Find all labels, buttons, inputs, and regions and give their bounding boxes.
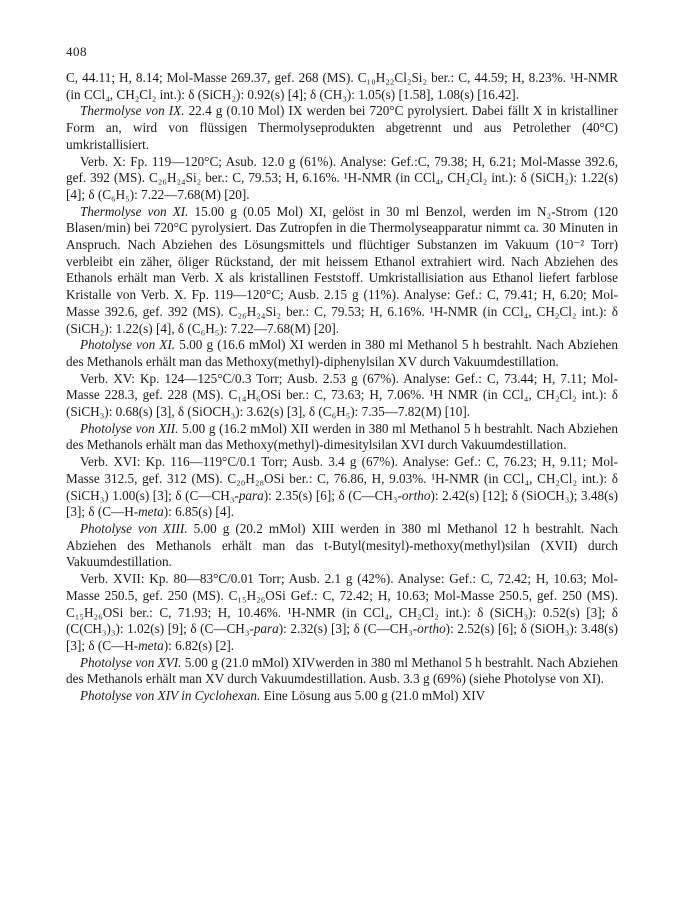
paragraph-photolyse-xi: Photolyse von XI. 5.00 g (16.6 mMol) XI werden in 380 ml Methanol 5 h bestrahlt. Nach Abziehen des Methanols erhält man das Methoxy(methyl)-diphenylsilan XV durch Vakuumdestillation. [66, 337, 618, 369]
paragraph-thermolyse-ix: Thermolyse von IX. 22.4 g (0.10 Mol) IX werden bei 720°C pyrolysiert. Dabei fällt X in kristalliner Form an, wird von flüssigen Thermolyseprodukten abgetrennt und aus Petrolether (40°C) umkristallisiert. [66, 103, 618, 152]
paragraph-verb-xvii: Verb. XVII: Kp. 80—83°C/0.01 Torr; Ausb. 2.1 g (42%). Analyse: Gef.: C, 72.42; H, 10.63; Mol-Masse 250.5, gef. 250 (MS). C₁₅H₂₆OSi Gef.: C, 72.42; H, 10.63; Mol-Masse 250.5, gef. 250 (MS). C₁₅H₂₆OSi ber.: C, 71.93; H, 10.46%. ¹H-NMR (in CCl₄, CH₂Cl₂ int.): δ (SiCH₃): 0.52(s) [3]; δ (C(CH₃)₃): 1.02(s) [9]; δ (C—CH₃-para): 2.32(s) [3]; δ (C—CH₃-ortho): 2.52(s) [6]; δ (SiOH₃): 3.48(s) [3]; δ (C—H-meta): 6.82(s) [2]. [66, 571, 618, 653]
paragraph-verb-xv: Verb. XV: Kp. 124—125°C/0.3 Torr; Ausb. 2.53 g (67%). Analyse: Gef.: C, 73.44; H, 7.11; Mol-Masse 228.3, gef. 228 (MS). C₁₄H₆OSi ber.: C, 73.63; H, 7.06%. ¹H NMR (in CCl₄, CH₂Cl₂ int.): δ (SiCH₃): 0.68(s) [3], δ (SiOCH₃): 3.62(s) [3], δ (C₆H₅): 7.35—7.82(M) [10]. [66, 370, 618, 420]
paragraph-photolyse-xiv-cyclohexan: Photolyse von XIV in Cyclohexan. Eine Lösung aus 5.00 g (21.0 mMol) XIV [80, 688, 486, 704]
paragraph-continuation: C, 44.11; H, 8.14; Mol-Masse 269.37, gef. 268 (MS). C₁₀H₂₂Cl₂Si₂ ber.: C, 44.59; H, 8.23%. ¹H-NMR (in CCl₄, CH₂Cl₂ int.): δ (SiCH₂): 0.92(s) [4]; δ (CH₃): 1.05(s) [1.58], 1.08(s) [16.42]. [66, 70, 618, 102]
paragraph-photolyse-xii: Photolyse von XII. 5.00 g (16.2 mMol) XII werden in 380 ml Methanol 5 h bestrahlt. Nach Abziehen des Methanols erhält man das Methoxy(methyl)-dimesitylsilan XVI durch Vakuumdestillation. [66, 420, 618, 453]
paragraph-verb-xvi: Verb. XVI: Kp. 116—119°C/0.1 Torr; Ausb. 3.4 g (67%). Analyse: Gef.: C, 76.23; H, 9.11; Mol-Masse 312.5, gef. 312 (MS). C₂₀H₂₈OSi ber.: C, 76.86, H, 9.03%. ¹H-NMR (in CCl₄, CH₂Cl₂ int.): δ (SiCH₃) 1.00(s) [3]; δ (C—CH₃-para): 2.35(s) [6]; δ (C—CH₃-ortho): 2.42(s) [12]; δ (SiOCH₃); 3.48(s) [3]; δ (C—H-meta): 6.85(s) [4]. [66, 454, 618, 520]
paragraph-photolyse-xiii: Photolyse von XIII. 5.00 g (20.2 mMol) XIII werden in 380 ml Methanol 12 h bestrahlt. Nach Abziehen des Methanols erhält man das t-Butyl(mesityl)-methoxy(methyl)silan (XVII) durch Vakuumdestillation. [66, 520, 618, 570]
page-number: 408 [66, 44, 87, 59]
body-text [66, 70, 618, 705]
paragraph-photolyse-xvi: Photolyse von XVI. 5.00 g (21.0 mMol) XIVwerden in 380 ml Methanol 5 h bestrahlt. Nach Abziehen des Methanols erhält man XV durch Vakuumdestillation. Ausb. 3.3 g (69%) (siehe Photolyse von XI). [66, 654, 618, 687]
paragraph-verb-x: Verb. X: Fp. 119—120°C; Asub. 12.0 g (61%). Analyse: Gef.:C, 79.38; H, 6.21; Mol-Masse 392.6, gef. 392 (MS). C₂₆H₂₄Si₂ ber.: C, 79.53; H, 6.16%. ¹H-NMR (in CCl₄, CH₂Cl₂ int.): δ (SiCH₂): 1.22(s) [4]; δ (C₆H₅): 7.22—7.68(M) [20]. [66, 153, 618, 202]
paragraph-thermolyse-xi: Thermolyse von XI. 15.00 g (0.05 Mol) XI, gelöst in 30 ml Benzol, werden im N₂-Strom (120 Blasen/min) bei 720°C pyrolysiert. Das Zutropfen in die Thermolyseapparatur nimmt ca. 30 Minuten in Anspruch. Nach Abziehen des Lösungsmittels und flüchtiger Substanzen im Vakuum (10⁻² Torr) verbleibt ein zäher, öliger Rückstand, der mit heissem Ethanol extrahiert wird. Nach Abziehen des Ethanols erhält man Verb. X als kristallinen Feststoff. Umkristallisiation aus Ethanol liefert farblose Kristalle von Verb. X. Fp. 119—120°C; Ausb. 2.15 g (11%). Analyse: Gef.: C, 79.41; H, 6.20; Mol-Masse 392.6, gef. 392 (MS). C₂₆H₂₄Si₂ ber.: C, 79.53; H, 6.16%. ¹H-NMR (in CCl₄, CH₂Cl₂ int.): δ (SiCH₂): 1.22(s) [4], δ (C₆H₅): 7.22—7.68(M) [20]. [66, 203, 618, 336]
